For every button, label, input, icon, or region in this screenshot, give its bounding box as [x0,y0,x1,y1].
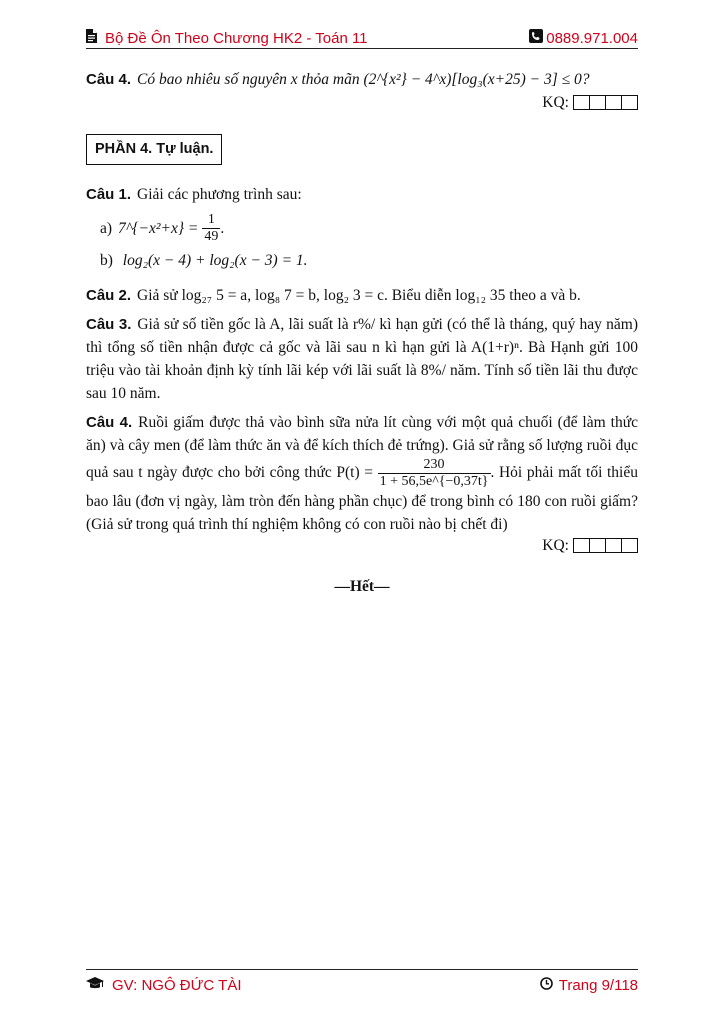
footer-author: GV: NGÔ ĐỨC TÀI [112,977,242,994]
question-1 [86,183,638,206]
answer-label: KQ: [542,537,569,554]
question-label: Câu 2. [86,287,132,304]
answer-boxes [573,538,638,553]
end-marker: —Hết— [334,578,390,595]
part-4-title: PHẦN 4. Tự luận. [86,134,222,165]
question-label: Câu 4. [86,71,132,88]
page-footer [86,969,638,1000]
question-text: Giả sử số tiền gốc là A, lãi suất là r%/ kì hạn gửi (có thể là tháng, quý hay năm) thì tổng số tiền nhận được cả gốc và lãi sau n kì hạn gửi là A(1+r)ⁿ. Bà Hạnh gửi 100 triệu vào tài khoản định kỳ tính lãi kép với lãi suất là 8%/ năm. Tính số tiền lãi thu được sau 10 năm. [86,316,638,402]
item-label: b) [100,252,113,269]
answer-row [86,534,638,557]
fraction-numerator: 1 [207,212,215,227]
question-text: Giả sử log₂₇ 5 = a, log₈ 7 = b, log₂ 3 = c. Biểu diễn log₁₂ 35 theo a và b. [137,287,581,304]
fraction [378,457,491,490]
footer-right [540,977,638,994]
fraction [202,212,220,245]
question-label: Câu 4. [86,414,133,431]
item-label: a) [100,220,113,237]
fraction-denominator: 49 [204,229,219,244]
period: . [220,220,225,237]
answer-label: KQ: [542,94,569,111]
footer-left [86,977,242,994]
header-right [529,29,638,47]
answer-boxes [573,95,638,110]
question-label: Câu 1. [86,186,132,203]
question-4-mcq [86,68,638,91]
question-text: Giải các phương trình sau: [137,186,302,203]
question-1a [100,212,638,245]
fraction-denominator: 1 + 56,5e^{−0,37t} [379,474,489,489]
question-text-2: . Hỏi phải mất tối thiểu bao lâu (đơn vị ngày, làm tròn đến hàng phần chục) để trong bình có 180 con ruồi giấm? (Giả sử trong quá trình thí nghiệm không có con ruồi nào bị chết đi) [86,464,638,533]
equation: log₂(x − 4) + log₂(x − 3) = 1. [122,252,308,269]
header-phone: 0889.971.004 [546,29,638,47]
equation-lhs: 7^{−x²+x} = [118,220,199,237]
question-text-1: Ruồi giấm được thả vào bình sữa nửa lít cùng với một quả chuối (để làm thức ăn) và cây men (để làm thức ăn và để kích thích đẻ trứng). Giả sử rằng số lượng ruồi đục quả sau t ngày được cho bởi công thức P(t) = [86,414,638,482]
page-content [86,60,638,598]
question-4 [86,411,638,536]
graduation-cap-icon [86,977,104,994]
header-title: Bộ Đề Ôn Theo Chương HK2 - Toán 11 [105,29,368,47]
clock-icon [540,977,553,994]
footer-page: Trang 9/118 [558,977,638,994]
answer-row [86,91,638,114]
question-3 [86,313,638,405]
question-1b [100,249,638,272]
document-icon [86,29,97,47]
question-2 [86,284,638,307]
fraction-numerator: 230 [423,457,445,472]
question-label: Câu 3. [86,316,132,333]
phone-icon [529,29,543,47]
question-text: Có bao nhiêu số nguyên x thỏa mãn (2^{x²} − 4^x)[log₃(x+25) − 3] ≤ 0? [137,71,590,88]
page-header [86,28,638,49]
header-left [86,29,368,47]
